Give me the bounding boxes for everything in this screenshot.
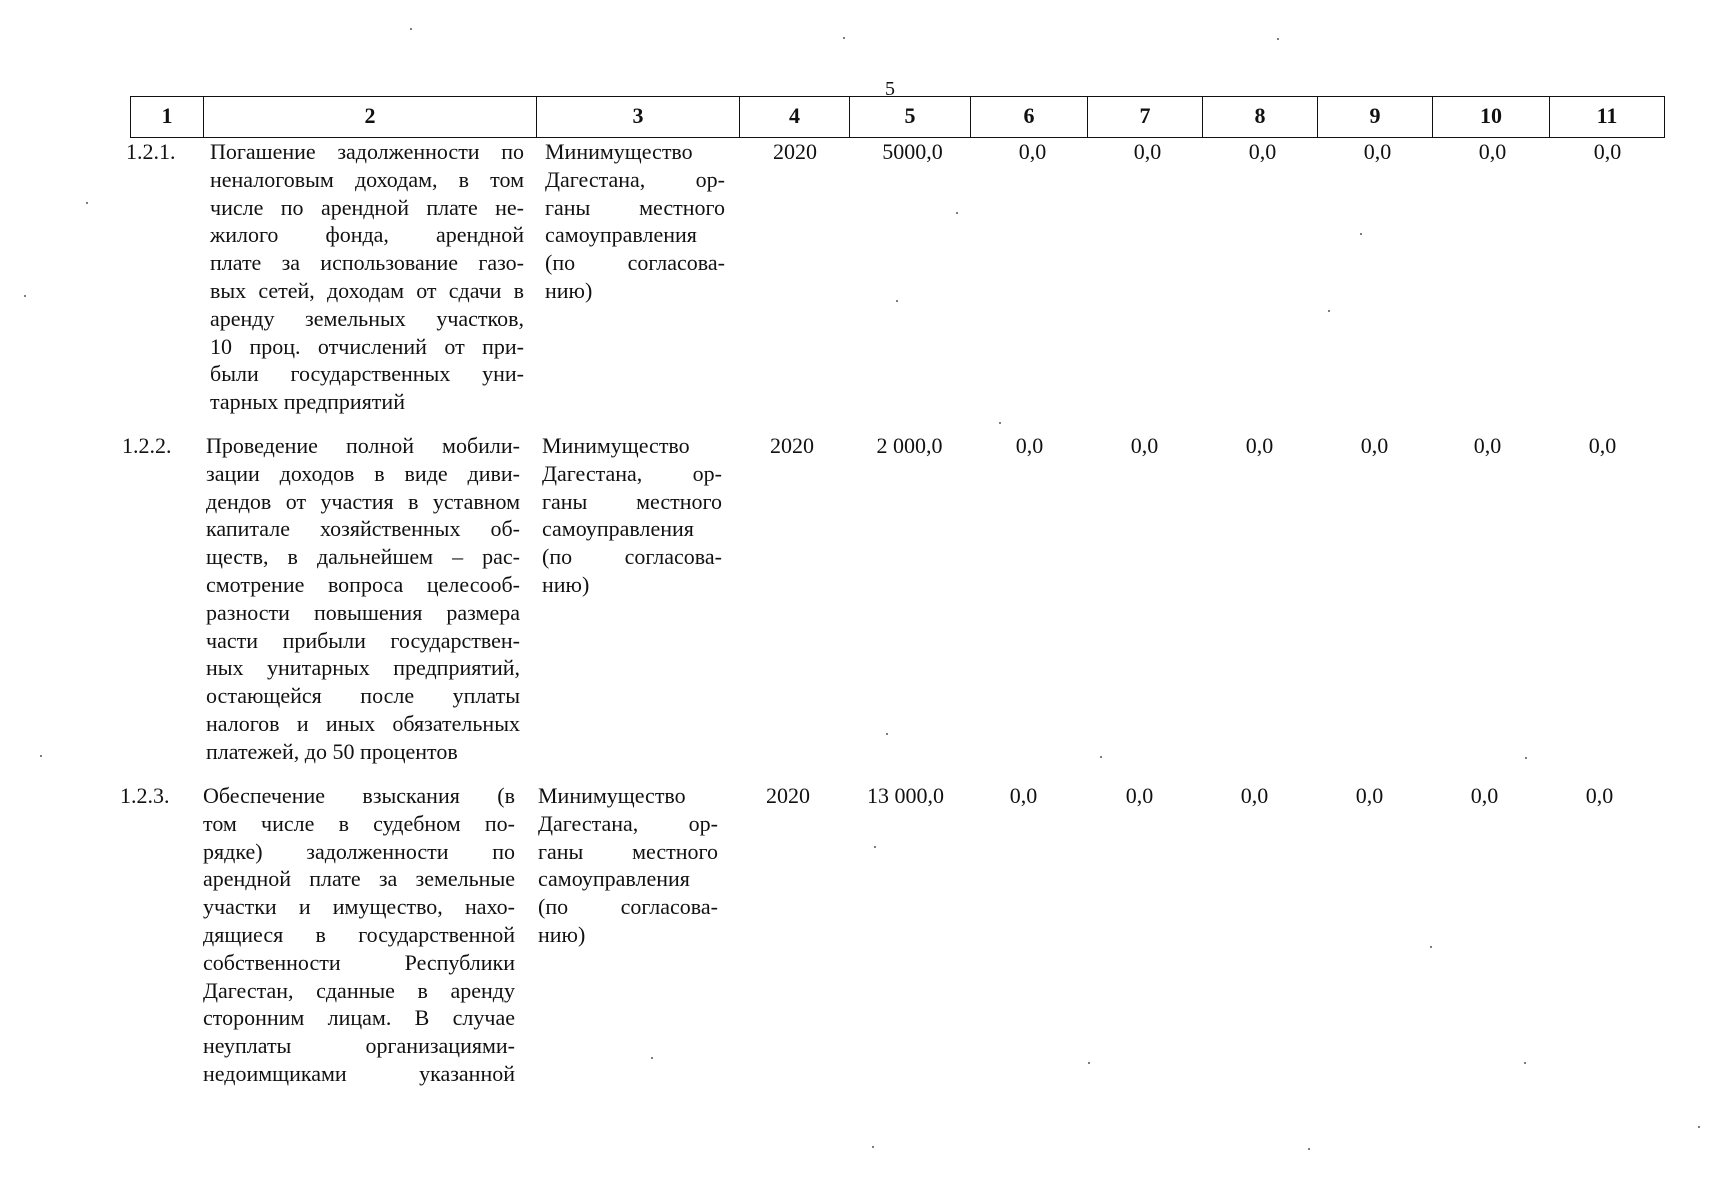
value-cell: 0,0 [1470,783,1499,808]
measure-description: Проведение полной мобили- зации доходов в виде диви- дендов от участия в уставном капитале хозяйственных об- ществ, в дальнейшем – рас- смотрение вопроса целесооб- разности повышения размера части прибыли государствен- ных унитарных предприятий, остающейся после уплаты налогов и иных обязательных платежей, до 50 процентов [206,433,520,764]
value-cell: 0,0 [1355,783,1384,808]
measure-description: Обеспечение взыскания (в том числе в судебном по- рядке) задолженности по арендной плате за земельные участки и имущество, нахо- дящиеся в государственной собственности Республики Дагестан, сданные в аренду сторонним лицам. В случае неуплаты организациями- недоимщиками указанной [203,783,515,1086]
responsible-executor: Минимущество Дагестана, ор- ганы местного самоуправления (по согласова- нию) [538,783,718,947]
row-number: 1.2.2. [122,433,172,458]
header-col-5: 5 [849,97,970,137]
value-cell: 0,0 [1473,433,1502,458]
value-cell: 0,0 [1130,433,1159,458]
value-cell: 0,0 [1588,433,1617,458]
value-cell: 0,0 [1133,139,1162,164]
header-col-3: 3 [536,97,739,137]
value-cell: 0,0 [1015,433,1044,458]
year-cell: 2020 [773,139,817,164]
value-cell: 0,0 [1018,139,1047,164]
year-cell: 2020 [766,783,810,808]
responsible-executor: Минимущество Дагестана, ор- ганы местного самоуправления (по согласова- нию) [542,433,722,597]
value-cell: 0,0 [1585,783,1614,808]
amount-cell: 5000,0 [882,139,943,164]
value-cell: 0,0 [1363,139,1392,164]
year-cell: 2020 [770,433,814,458]
header-col-8: 8 [1202,97,1317,137]
value-cell: 0,0 [1245,433,1274,458]
value-cell: 0,0 [1593,139,1622,164]
value-cell: 0,0 [1240,783,1269,808]
header-col-11: 11 [1549,97,1665,137]
value-cell: 0,0 [1248,139,1277,164]
header-col-9: 9 [1317,97,1432,137]
amount-cell: 13 000,0 [867,783,944,808]
row-number: 1.2.1. [126,139,176,164]
page-number: 5 [885,78,895,100]
table-header-row [130,97,1665,138]
header-col-4: 4 [739,97,849,137]
value-cell: 0,0 [1478,139,1507,164]
value-cell: 0,0 [1125,783,1154,808]
header-col-6: 6 [970,97,1087,137]
header-col-1: 1 [130,97,203,137]
header-col-10: 10 [1432,97,1549,137]
value-cell: 0,0 [1360,433,1389,458]
amount-cell: 2 000,0 [876,433,943,458]
value-cell: 0,0 [1009,783,1038,808]
header-col-7: 7 [1087,97,1202,137]
responsible-executor: Минимущество Дагестана, ор- ганы местного самоуправления (по согласова- нию) [545,139,725,303]
row-number: 1.2.3. [120,783,170,808]
measure-description: Погашение задолженности по неналоговым доходам, в том числе по арендной плате не- жилого фонда, арендной плате за использование газо- вых сетей, доходам от сдачи в аренду земельных участков, 10 проц. отчислений от при- были государственных уни- тарных предприятий [210,139,524,415]
header-col-2: 2 [203,97,536,137]
